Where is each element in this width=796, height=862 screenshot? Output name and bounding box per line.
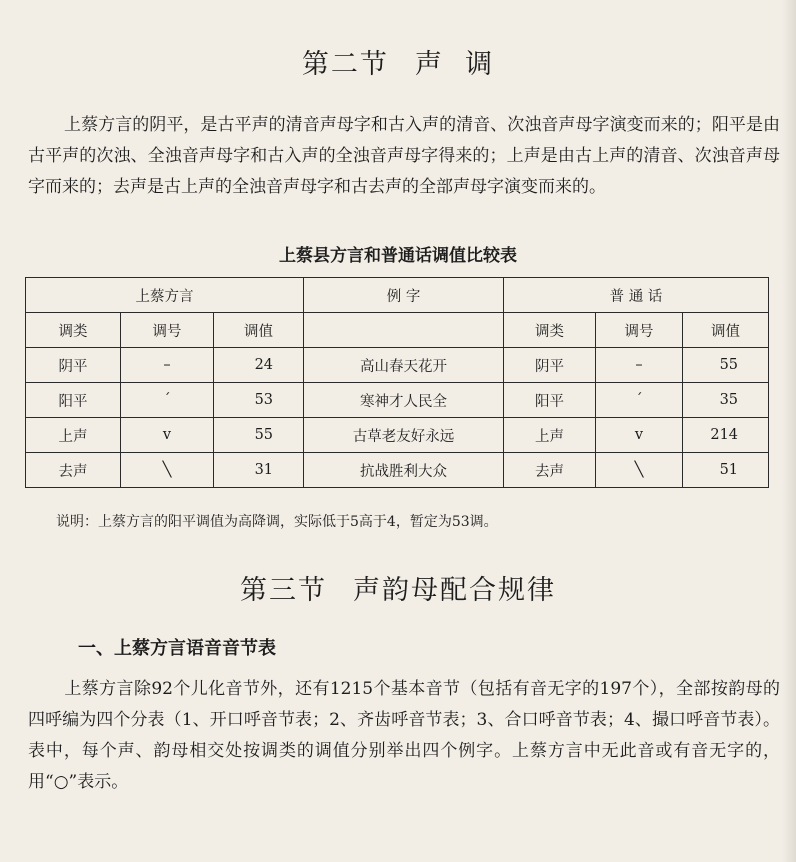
subheader-mandarin-symbol: 调号 bbox=[596, 313, 683, 348]
mandarin-tone-value: 214 bbox=[683, 418, 769, 453]
header-example: 例 字 bbox=[304, 278, 504, 313]
tone-comparison-table bbox=[25, 277, 769, 488]
example-chars: 古草老友好永远 bbox=[304, 418, 504, 453]
subheader-dialect-symbol: 调号 bbox=[121, 313, 214, 348]
section-3-name: 声韵母配合规律 bbox=[353, 575, 556, 606]
mandarin-tone-value: 51 bbox=[683, 453, 769, 488]
section-3-paragraph-text: 上蔡方言除92个儿化音节外，还有1215个基本音节（包括有音无字的197个），全部按韵母的四呼编为四个分表（1、开口呼音节表；2、齐齿呼音节表；3、合口呼音节表；4、撮口呼音节表）。表中，每个声、韵母相交处按调类的调值分别举出四个例字。上蔡方言中无此音或有音无字的，用“○”表示。 bbox=[28, 679, 780, 792]
table-row bbox=[26, 383, 769, 418]
dialect-tone-value: 55 bbox=[214, 418, 304, 453]
section-2-number: 第二节 bbox=[301, 49, 389, 80]
table-group-header-row bbox=[26, 278, 769, 313]
table-title: 上蔡县方言和普通话调值比较表 bbox=[279, 246, 517, 266]
mandarin-tone-mark: v bbox=[596, 418, 683, 453]
section-2-paragraph-text: 上蔡方言的阴平，是古平声的清音声母字和古入声的清音、次浊音声母字演变而来的；阳平是由古平声的次浊、全浊音声母字和古入声的全浊音声母字得来的；上声是由古上声的清音、次浊音声母字而来的；去声是古上声的全浊音声母字和古去声的全部声母字演变而来的。 bbox=[28, 115, 780, 197]
mandarin-category: 上声 bbox=[504, 418, 596, 453]
section-3-paragraph bbox=[28, 674, 780, 798]
example-chars: 高山春天花开 bbox=[304, 348, 504, 383]
dialect-tone-mark: ╲ bbox=[121, 453, 214, 488]
mandarin-tone-mark: ˊ bbox=[596, 383, 683, 418]
dialect-tone-mark: ˊ bbox=[121, 383, 214, 418]
section-2-name: 声 调 bbox=[414, 49, 495, 80]
page-edge-shadow bbox=[782, 0, 796, 862]
dialect-category: 去声 bbox=[26, 453, 121, 488]
table-row bbox=[26, 453, 769, 488]
mandarin-category: 阳平 bbox=[504, 383, 596, 418]
mandarin-category: 去声 bbox=[504, 453, 596, 488]
example-chars: 抗战胜利大众 bbox=[304, 453, 504, 488]
header-mandarin: 普 通 话 bbox=[504, 278, 769, 313]
dialect-tone-value: 24 bbox=[214, 348, 304, 383]
table-note: 说明：上蔡方言的阳平调值为高降调，实际低于5高于4，暂定为53调。 bbox=[56, 514, 498, 530]
dialect-tone-mark: v bbox=[121, 418, 214, 453]
dialect-category: 阳平 bbox=[26, 383, 121, 418]
section-3-title bbox=[0, 568, 796, 607]
subheader-example-blank bbox=[304, 313, 504, 348]
dialect-category: 阴平 bbox=[26, 348, 121, 383]
subsection-heading: 一、上蔡方言语音音节表 bbox=[78, 638, 276, 659]
subheader-mandarin-category: 调类 bbox=[504, 313, 596, 348]
table-row bbox=[26, 348, 769, 383]
dialect-tone-mark: – bbox=[121, 348, 214, 383]
mandarin-tone-mark: – bbox=[596, 348, 683, 383]
table-sub-header-row bbox=[26, 313, 769, 348]
mandarin-category: 阴平 bbox=[504, 348, 596, 383]
dialect-tone-value: 31 bbox=[214, 453, 304, 488]
subheader-mandarin-value: 调值 bbox=[683, 313, 769, 348]
header-dialect: 上蔡方言 bbox=[26, 278, 304, 313]
section-2-title bbox=[0, 42, 796, 81]
subheader-dialect-value: 调值 bbox=[214, 313, 304, 348]
dialect-category: 上声 bbox=[26, 418, 121, 453]
mandarin-tone-value: 35 bbox=[683, 383, 769, 418]
mandarin-tone-mark: ╲ bbox=[596, 453, 683, 488]
mandarin-tone-value: 55 bbox=[683, 348, 769, 383]
section-3-number: 第三节 bbox=[240, 575, 327, 606]
table-row bbox=[26, 418, 769, 453]
section-2-paragraph bbox=[28, 110, 780, 203]
example-chars: 寒神才人民全 bbox=[304, 383, 504, 418]
subheader-dialect-category: 调类 bbox=[26, 313, 121, 348]
dialect-tone-value: 53 bbox=[214, 383, 304, 418]
